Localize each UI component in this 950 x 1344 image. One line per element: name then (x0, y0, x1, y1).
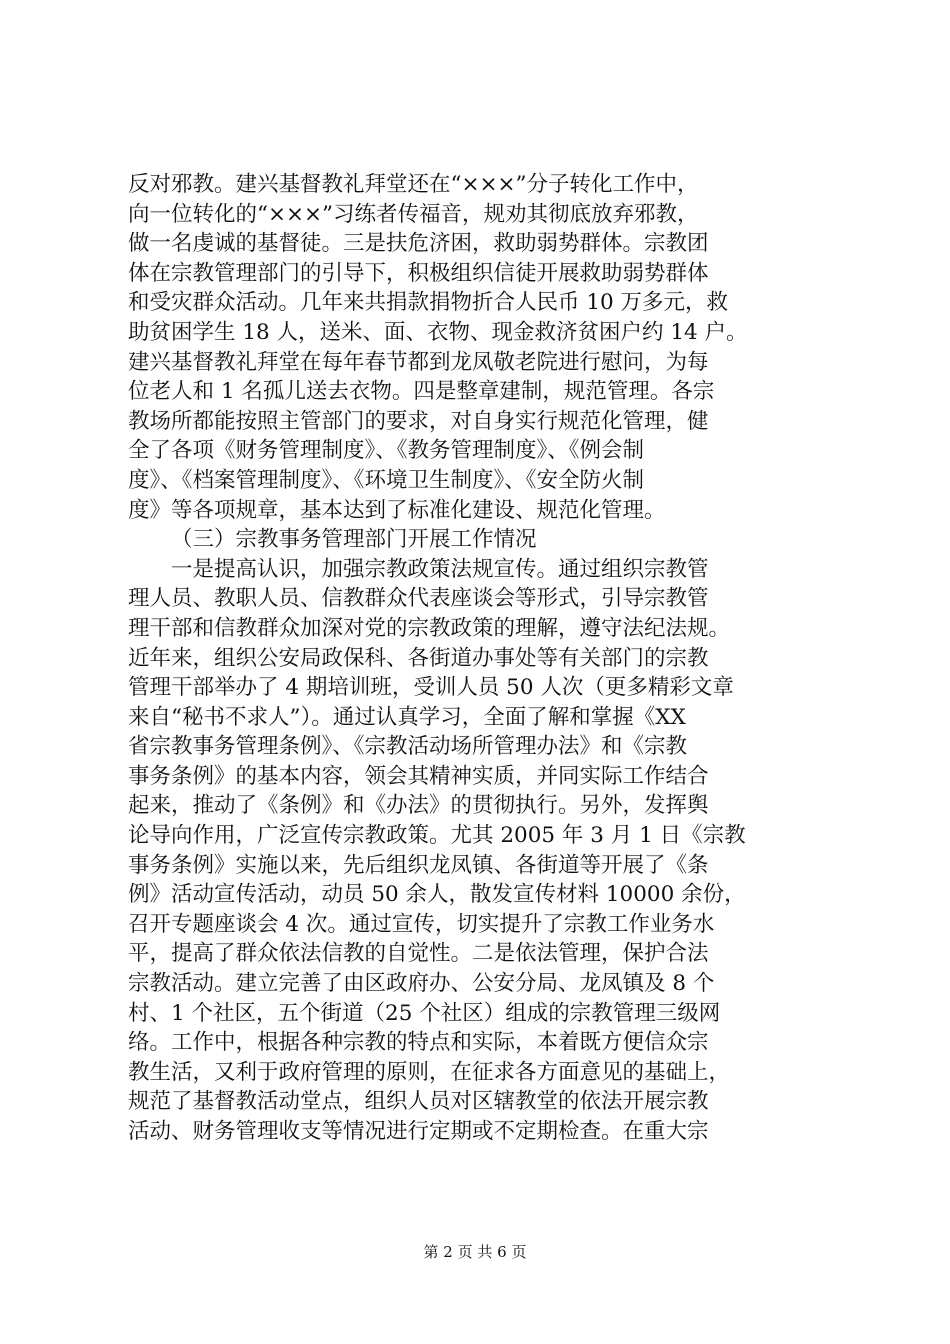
text-line: 近年来，组织公安局政保科、各街道办事处等有关部门的宗教 (128, 645, 709, 671)
text-line: 度》等各项规章，基本达到了标准化建设、规范化管理。 (128, 497, 666, 523)
text-line: 例》活动宣传活动，动员 50 余人，散发宣传材料 10000 余份， (128, 882, 746, 908)
text-line: 起来，推动了《条例》和《办法》的贯彻执行。另外，发挥舆 (128, 793, 709, 819)
text-line: 反对邪教。建兴基督教礼拜堂还在“×××”分子转化工作中， (128, 172, 699, 197)
text-line: 来自“秘书不求人”）。通过认真学习，全面了解和掌握《XX (128, 704, 686, 730)
text-line: 全了各项《财务管理制度》、《教务管理制度》、《例会制 (128, 438, 645, 464)
text-line: 宗教活动。建立完善了由区政府办、公安分局、龙凤镇及 8 个 (128, 971, 715, 997)
section-heading: （三）宗教事务管理部门开展工作情况 (171, 527, 537, 553)
text-line: 省宗教事务管理条例》、《宗教活动场所管理办法》和《宗教 (128, 734, 688, 760)
page-number-footer: 第 2 页 共 6 页 (423, 1243, 527, 1261)
text-line: 建兴基督教礼拜堂在每年春节都到龙凤敬老院进行慰问，为每 (128, 349, 709, 375)
text-line: 平，提高了群众依法信教的自觉性。二是依法管理，保护合法 (128, 941, 709, 967)
text-line: 和受灾群众活动。几年来共捐款捐物折合人民币 10 万多元，救 (128, 290, 729, 316)
text-line: 理干部和信教群众加深对党的宗教政策的理解，遵守法纪法规。 (128, 615, 731, 641)
text-line: 村、1 个社区，五个街道（25 个社区）组成的宗教管理三级网 (128, 1000, 721, 1026)
text-line: 事务条例》实施以来，先后组织龙凤镇、各街道等开展了《条 (128, 852, 709, 878)
text-line: 事务条例》的基本内容，领会其精神实质，并同实际工作结合 (128, 763, 709, 789)
body-text (128, 170, 828, 1147)
text-line: 论导向作用，广泛宣传宗教政策。尤其 2005 年 3 月 1 日《宗教 (128, 823, 746, 849)
text-line: 一是提高认识，加强宗教政策法规宣传。通过组织宗教管 (171, 556, 709, 582)
text-line: 位老人和 1 名孤儿送去衣物。四是整章建制，规范管理。各宗 (128, 379, 715, 405)
text-line: 络。工作中，根据各种宗教的特点和实际，本着既方便信众宗 (128, 1030, 709, 1056)
text-line: 教生活，又利于政府管理的原则，在征求各方面意见的基础上， (128, 1059, 731, 1085)
text-line: 教场所都能按照主管部门的要求，对自身实行规范化管理，健 (128, 408, 709, 434)
text-line: 管理干部举办了 4 期培训班，受训人员 50 人次（更多精彩文章 (128, 675, 734, 701)
text-line: 做一名虔诚的基督徒。三是扶危济困，救助弱势群体。宗教团 (128, 231, 709, 257)
text-line: 召开专题座谈会 4 次。通过宣传，切实提升了宗教工作业务水 (128, 911, 715, 937)
text-line: 体在宗教管理部门的引导下，积极组织信徒开展救助弱势群体 (128, 260, 709, 286)
text-line: 规范了基督教活动堂点，组织人员对区辖教堂的依法开展宗教 (128, 1089, 709, 1115)
text-line: 度》、《档案管理制度》、《环境卫生制度》、《安全防火制 (128, 467, 645, 493)
text-line: 助贫困学生 18 人，送米、面、衣物、现金救济贫困户约 14 户。 (128, 319, 748, 345)
text-line: 活动、财务管理收支等情况进行定期或不定期检查。在重大宗 (128, 1119, 709, 1144)
text-line: 理人员、教职人员、信教群众代表座谈会等形式，引导宗教管 (128, 586, 709, 612)
text-line: 向一位转化的“×××”习练者传福音，规劝其彻底放弃邪教， (128, 201, 699, 227)
